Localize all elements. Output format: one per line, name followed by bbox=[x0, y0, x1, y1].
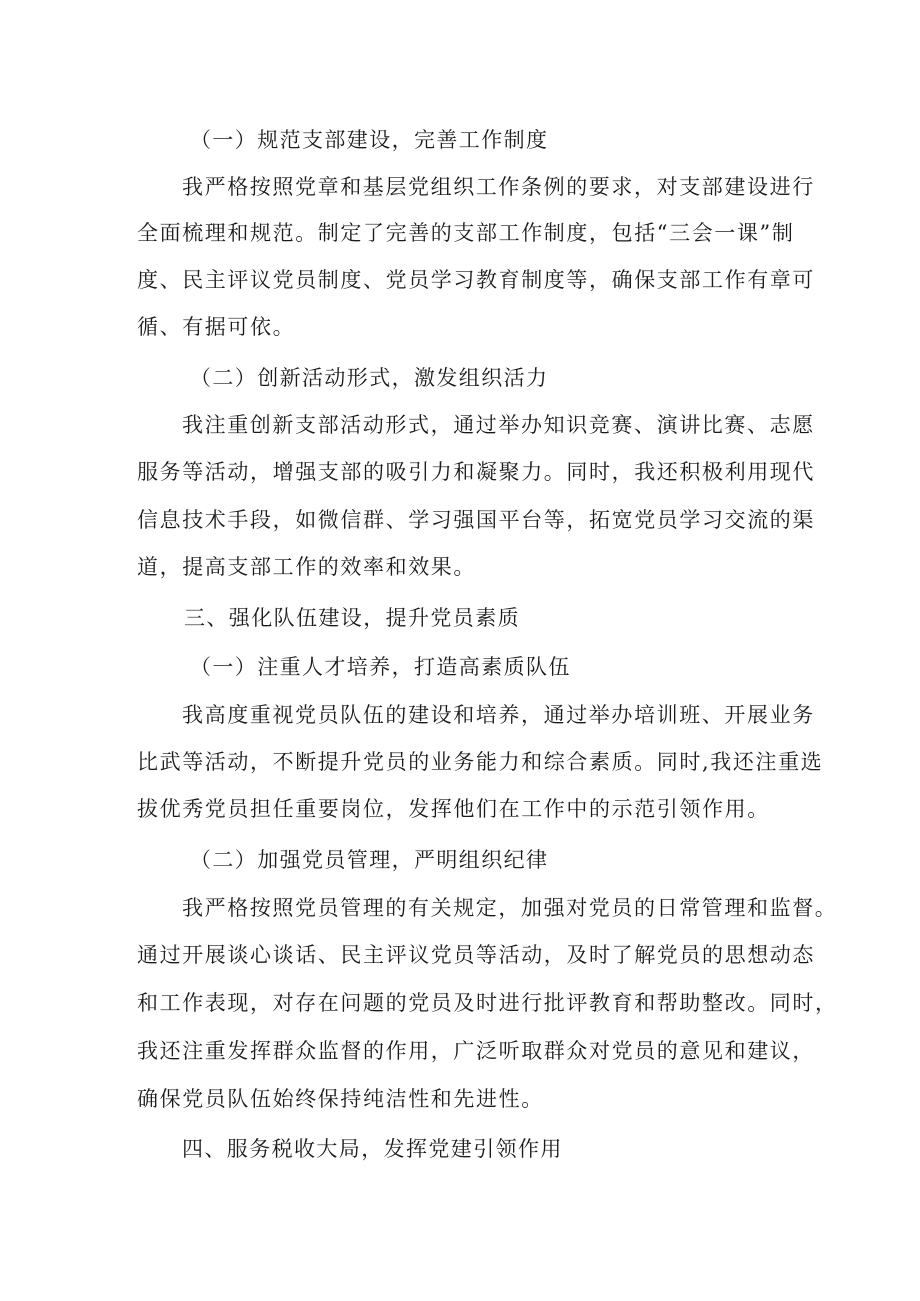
paragraph-line: 我注重创新支部活动形式，通过举办知识竞赛、演讲比赛、志愿 bbox=[182, 413, 815, 437]
paragraph-line: 道，提高支部工作的效率和效果。 bbox=[137, 555, 476, 579]
paragraph-line: 循、有据可依。 bbox=[137, 315, 296, 339]
paragraph-line: 和工作表现，对存在问题的党员及时进行批评教育和帮助整改。同时， bbox=[137, 991, 838, 1015]
paragraph-line: 我高度重视党员队伍的建设和培养，通过举办培训班、开展业务 bbox=[182, 703, 815, 727]
paragraph-line: 信息技术手段，如微信群、学习强国平台等，拓宽党员学习交流的渠 bbox=[137, 508, 815, 532]
section-heading-tax-service: 四、服务税收大局，发挥党建引领作用 bbox=[182, 1137, 563, 1161]
paragraph-line: 全面梳理和规范。制定了完善的支部工作制度，包括“三会一课”制 bbox=[137, 221, 795, 245]
paragraph-line: 我严格按照党章和基层党组织工作条例的要求，对支部建设进行 bbox=[182, 175, 815, 199]
subheading-talent-cultivation: （一）注重人才培养，打造高素质队伍 bbox=[190, 655, 571, 679]
subheading-regulate-branch: （一）规范支部建设，完善工作制度 bbox=[190, 128, 549, 152]
paragraph-line: 我还注重发挥群众监督的作用，广泛听取群众对党员的意见和建议， bbox=[137, 1039, 815, 1063]
paragraph-line: 拔优秀党员担任重要岗位，发挥他们在工作中的示范引领作用。 bbox=[137, 797, 770, 821]
paragraph-line: 比武等活动，不断提升党员的业务能力和综合素质。同时,我还注重选 bbox=[137, 750, 824, 774]
paragraph-line: 确保党员队伍始终保持纯洁性和先进性。 bbox=[137, 1087, 544, 1111]
paragraph-line: 通过开展谈心谈话、民主评议党员等活动，及时了解党员的思想动态 bbox=[137, 943, 815, 967]
paragraph-line: 度、民主评议党员制度、党员学习教育制度等，确保支部工作有章可 bbox=[137, 268, 815, 292]
paragraph-line: 服务等活动，增强支部的吸引力和凝聚力。同时，我还积极利用现代 bbox=[137, 460, 815, 484]
subheading-innovate-activities: （二）创新活动形式，激发组织活力 bbox=[190, 366, 549, 390]
subheading-member-management: （二）加强党员管理，严明组织纪律 bbox=[190, 848, 549, 872]
paragraph-line: 我严格按照党员管理的有关规定，加强对党员的日常管理和监督。 bbox=[182, 896, 838, 920]
section-heading-team-building: 三、强化队伍建设，提升党员素质 bbox=[184, 606, 520, 630]
